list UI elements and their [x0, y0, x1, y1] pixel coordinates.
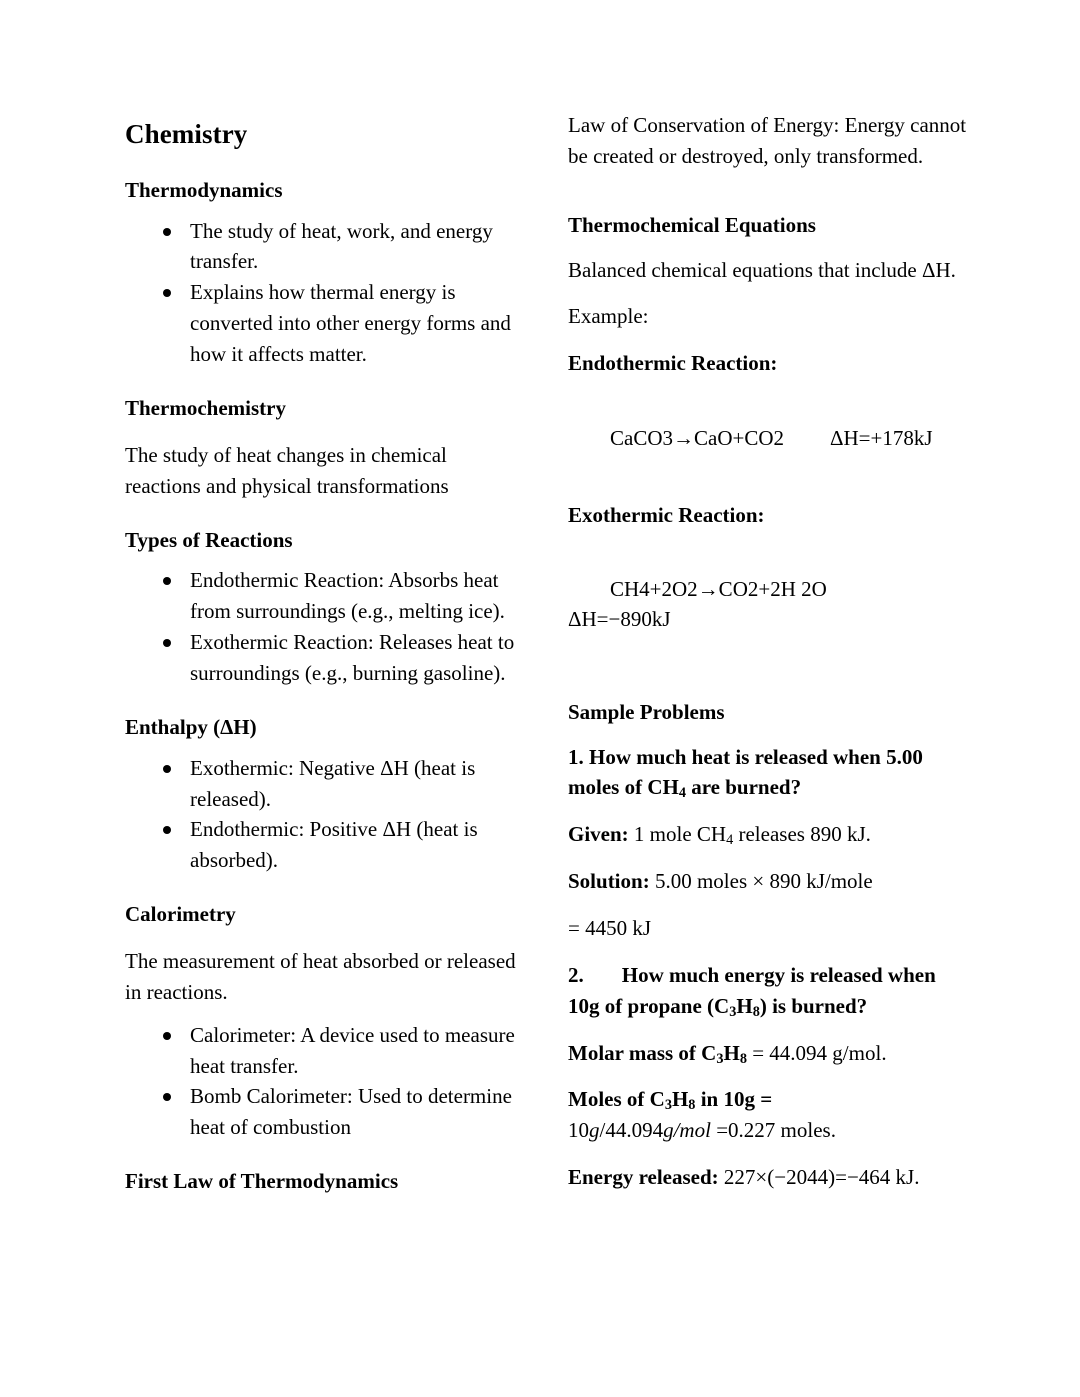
heading-enthalpy: Enthalpy (ΔH): [125, 714, 257, 739]
list-thermodynamics: [125, 216, 520, 370]
problem-1-given: [568, 819, 968, 850]
heading-calorimetry: Calorimetry: [125, 902, 236, 927]
subscript: 3: [664, 1097, 672, 1114]
subscript: 4: [726, 832, 734, 849]
problem-2-text-end: ) is burned?: [759, 993, 868, 1018]
equation-endothermic: [568, 394, 968, 483]
list-item: Calorimeter: A device used to measure heat transfer.: [163, 1020, 520, 1082]
problem-2-number: 2.: [568, 962, 584, 987]
subscript: 8: [688, 1097, 696, 1114]
list-item: Exothermic: Negative ΔH (heat is released).: [163, 753, 520, 815]
moles-calc-result: =0.227 moles.: [710, 1118, 836, 1143]
right-column: [568, 0, 968, 1193]
heading-first-law: First Law of Thermodynamics: [125, 1169, 399, 1194]
equation-exothermic-delta-h: ΔH=−890kJ: [568, 607, 671, 632]
list-item: Bomb Calorimeter: Used to determine heat of combustion: [163, 1081, 520, 1143]
subscript: 8: [739, 1050, 747, 1067]
problem-2-molar-mass: [568, 1038, 968, 1069]
moles-mid: H: [671, 1087, 689, 1112]
paragraph-thermochemistry: The study of heat changes in chemical reactions and physical transformations: [125, 442, 449, 498]
problem-1-text-end: are burned?: [685, 775, 802, 800]
subscript: 8: [752, 1003, 760, 1020]
given-text: 1 mole CH: [628, 822, 727, 847]
problem-2-text: How much energy is released when 10g of propane (C: [568, 962, 936, 1018]
list-types-of-reactions: [125, 565, 520, 688]
list-calorimetry: [125, 1020, 520, 1143]
problem-1-question: [568, 742, 968, 804]
label-endothermic-reaction: Endothermic Reaction:: [568, 351, 778, 376]
heading-thermochemical-equations: Thermochemical Equations: [568, 212, 816, 237]
spacer: [568, 665, 968, 699]
problem-2-question: [568, 960, 968, 1022]
equation-endothermic-delta-h: ΔH=+178kJ: [830, 425, 933, 450]
problem-2-mid: H: [736, 993, 753, 1018]
left-column: [125, 0, 520, 1195]
moles-calc-unit-1: g: [589, 1118, 600, 1143]
molar-mass-label: Molar mass of C: [568, 1040, 717, 1065]
subscript: 3: [716, 1050, 724, 1067]
solution-label: Solution:: [568, 869, 650, 894]
moles-label-end: in 10g =: [695, 1087, 773, 1112]
equation-endothermic-formula: CaCO3→CaO+CO2: [610, 425, 785, 450]
list-item: Endothermic Reaction: Absorbs heat from surroundings (e.g., melting ice).: [163, 565, 520, 627]
list-item: The study of heat, work, and energy transfer.: [163, 216, 520, 278]
paragraph-calorimetry: The measurement of heat absorbed or released in reactions.: [125, 949, 516, 1004]
energy-label: Energy released:: [568, 1165, 719, 1190]
moles-calc-unit-2: g/mol: [663, 1118, 711, 1143]
moles-label: Moles of C: [568, 1087, 665, 1112]
molar-mass-mid: H: [723, 1040, 740, 1065]
moles-calc-div: /44.094: [599, 1118, 664, 1143]
heading-sample-problems: Sample Problems: [568, 699, 725, 724]
solution-value: 5.00 moles × 890 kJ/mole: [649, 869, 873, 894]
problem-1-result: = 4450 kJ: [568, 916, 652, 941]
page-title: Chemistry: [125, 119, 248, 149]
label-exothermic-reaction: Exothermic Reaction:: [568, 502, 765, 527]
list-item: Explains how thermal energy is converted into other energy forms and how it affects matter.: [163, 277, 520, 370]
problem-2-energy-released: [568, 1162, 968, 1193]
heading-thermodynamics: Thermodynamics: [125, 177, 283, 202]
spacer: [568, 172, 968, 212]
heading-types-of-reactions: Types of Reactions: [125, 527, 293, 552]
given-label: Given:: [568, 822, 629, 847]
subscript: 4: [678, 785, 686, 802]
equation-exothermic: [568, 545, 968, 664]
list-enthalpy: [125, 753, 520, 876]
list-item: Endothermic: Positive ΔH (heat is absorbed).: [163, 814, 520, 876]
moles-calc-num: 10: [568, 1118, 589, 1143]
subscript: 3: [729, 1003, 737, 1020]
energy-value: 227×(−2044)=−464 kJ.: [718, 1165, 920, 1190]
equation-exothermic-formula: CH4+2O2→CO2+2H 2O: [610, 577, 827, 602]
problem-1-solution: [568, 866, 968, 897]
problem-2-moles: [568, 1084, 968, 1146]
given-text-end: releases 890 kJ.: [733, 822, 871, 847]
molar-mass-value: = 44.094 g/mol.: [746, 1040, 887, 1065]
heading-thermochemistry: Thermochemistry: [125, 395, 286, 420]
problem-1-text: How much heat is released when 5.00 moles of CH: [568, 744, 923, 800]
problem-1-number: 1.: [568, 744, 584, 769]
paragraph-law-of-conservation: Law of Conservation of Energy: Energy cannot be created or destroyed, only transformed.: [568, 113, 967, 168]
list-item: Exothermic Reaction: Releases heat to surroundings (e.g., burning gasoline).: [163, 627, 520, 689]
label-example: Example:: [568, 304, 649, 329]
paragraph-thermochemical-equations: Balanced chemical equations that include ΔH.: [568, 257, 956, 282]
